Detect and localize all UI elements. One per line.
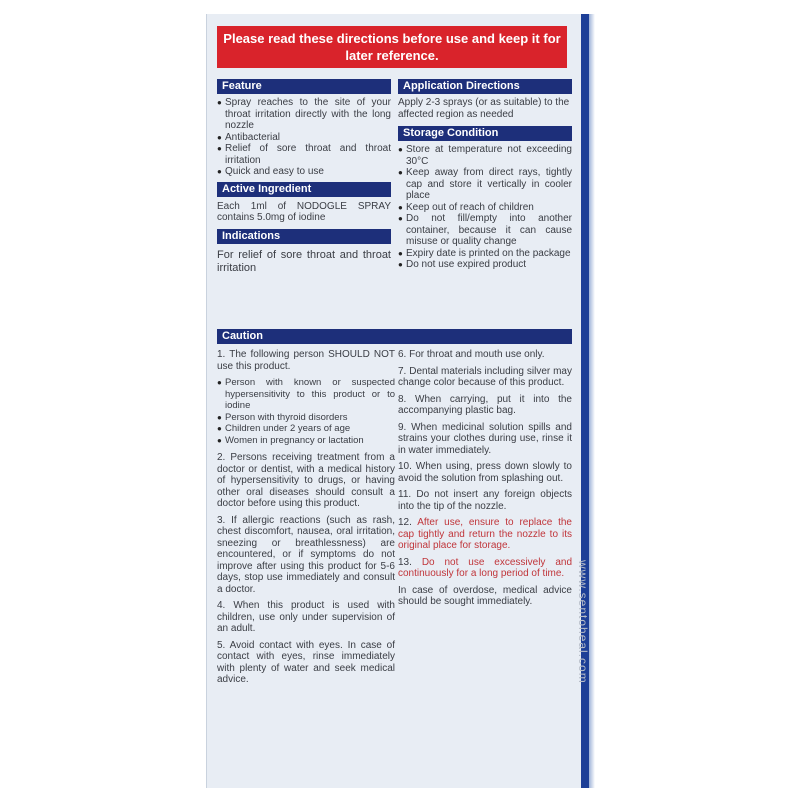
caution-1-sublist	[217, 377, 395, 446]
bullet-icon: ●	[398, 260, 403, 269]
bullet-icon: ●	[398, 168, 403, 177]
application-text: Apply 2-3 sprays (or as suitable) to the affected region as needed	[398, 97, 570, 120]
storage-item: ● Do not fill/empty into another container, because it can cause misuse or quality change	[398, 213, 572, 247]
caution-item-5: 5. Avoid contact with eyes. In case of contact with eyes, rinse immediately with plenty of water and seek medical advice.	[217, 639, 395, 685]
caution-item-10: 10. When using, press down slowly to avoid the solution from splashing out.	[398, 461, 572, 484]
caution-item-12-number: 12.	[398, 517, 412, 528]
feature-item: ● Quick and easy to use	[217, 166, 324, 177]
bullet-icon: ●	[217, 167, 222, 176]
bullet-icon: ●	[217, 412, 222, 422]
caution-item-4: 4. When this product is used with children, use only under supervision of an adult.	[217, 600, 395, 634]
warning-banner: Please read these directions before use and keep it for later reference.	[217, 26, 567, 68]
bullet-icon: ●	[398, 145, 403, 154]
feature-list	[217, 97, 391, 178]
bullet-icon: ●	[217, 424, 222, 433]
bullet-icon: ●	[398, 214, 403, 223]
caution-item-6: 6. For throat and mouth use only.	[398, 349, 545, 360]
website-watermark: www.sentoheal.com	[576, 560, 590, 684]
caution-item-8: 8. When carrying, put it into the accompanying plastic bag.	[398, 393, 572, 416]
bullet-icon: ●	[398, 248, 403, 258]
caution-item-13	[398, 557, 572, 580]
indications-header: Indications	[217, 229, 391, 244]
caution-left-column	[217, 349, 395, 691]
caution-header: Caution	[217, 329, 572, 344]
caution-right-column	[398, 349, 572, 613]
caution-sub-item: ● Women in pregnancy or lactation	[217, 434, 364, 446]
overdose-note: In case of overdose, medical advice should be sought immediately.	[398, 584, 572, 607]
storage-item: ● Expiry date is printed on the package	[398, 247, 571, 259]
caution-item-13-text: Do not use excessively and continuously for a long period of time.	[398, 556, 573, 579]
caution-item-12-text: After use, ensure to replace the cap tightly and return the nozzle to its original place for storage.	[398, 517, 572, 551]
feature-item: ● Relief of sore throat and throat irritation	[217, 143, 391, 166]
active-ingredient-header: Active Ingredient	[217, 182, 391, 197]
application-header: Application Directions	[398, 79, 572, 94]
storage-item: ● Do not use expired product	[398, 259, 527, 270]
caution-sub-item: ● Children under 2 years of age	[217, 423, 351, 434]
caution-item-12	[398, 517, 572, 552]
active-ingredient-text: Each 1ml of NODOGLE SPRAY contains 5.0mg of iodine	[217, 200, 391, 223]
caution-item-3: 3. If allergic reactions (such as rash, chest discomfort, nausea, oral irritation, sneezing or breathlessness) are encountered, or if symptoms do not improve after using this product for 5-6 days, stop use immediately and consult a doctor.	[217, 514, 395, 595]
caution-item-11: 11. Do not insert any foreign objects into the tip of the nozzle.	[398, 489, 572, 512]
caution-item-1: 1. The following person SHOULD NOT use this product.	[217, 349, 395, 372]
left-top-column	[217, 79, 391, 275]
caution-item-13-number: 13.	[398, 556, 412, 568]
storage-header: Storage Condition	[398, 126, 572, 141]
bullet-icon: ●	[217, 435, 222, 445]
bullet-icon: ●	[398, 202, 403, 212]
bullet-icon: ●	[217, 98, 222, 107]
bullet-icon: ●	[217, 144, 222, 153]
storage-item: ● Store at temperature not exceeding 30°C	[398, 144, 572, 167]
storage-list	[398, 144, 572, 271]
caution-item-2: 2. Persons receiving treatment from a doctor or dentist, with a medical history of hypersensitivity to drugs, or having other oral diseases should consult a doctor before using this product.	[217, 452, 395, 509]
feature-item: ● Antibacterial	[217, 131, 281, 143]
indications-text: For relief of sore throat and throat irritation	[217, 248, 391, 274]
storage-item: ● Keep out of reach of children	[398, 201, 534, 213]
storage-item: ● Keep away from direct rays, tightly cap and store it vertically in cooler place	[398, 167, 572, 201]
bullet-icon: ●	[217, 378, 222, 387]
feature-item: ● Spray reaches to the site of your throat irritation directly with the long nozzle	[217, 97, 391, 131]
caution-sub-item: ● Person with thyroid disorders	[217, 411, 348, 423]
bullet-icon: ●	[217, 132, 222, 142]
caution-item-9: 9. When medicinal solution spills and strains your clothes during use, rinse it in water immediately.	[398, 421, 572, 456]
right-top-column	[398, 79, 572, 271]
caution-sub-item: ● Person with known or suspected hypersensitivity to this product or to iodine	[217, 377, 395, 411]
feature-header: Feature	[217, 79, 391, 94]
caution-item-7: 7. Dental materials including silver may change color because of this product.	[398, 365, 572, 388]
